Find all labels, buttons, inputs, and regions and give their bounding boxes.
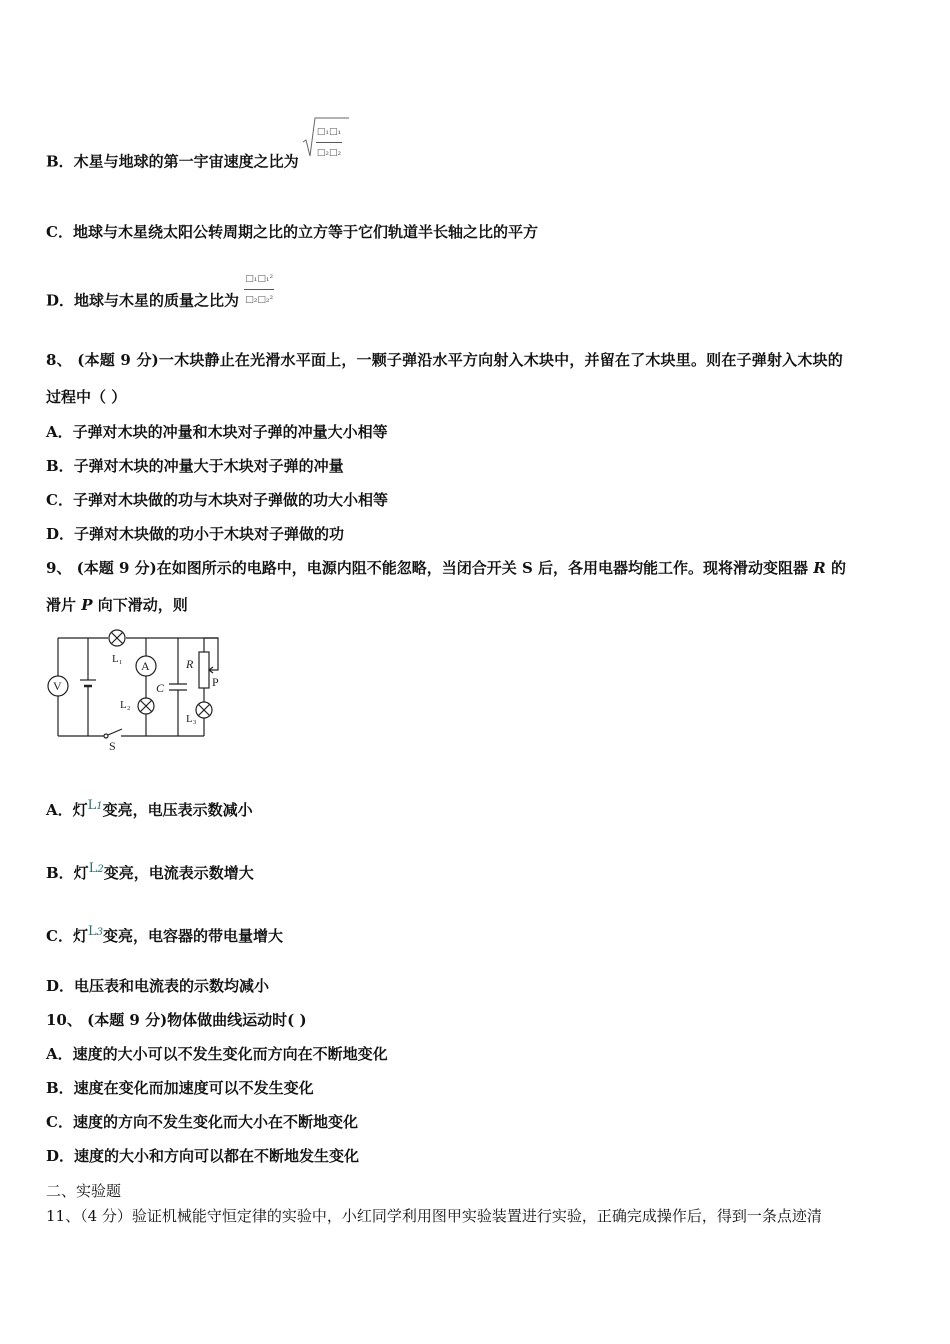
lamp-l2-symbol-sub: 2	[97, 864, 104, 875]
lamp-l2-symbol-letter: L	[88, 861, 98, 876]
ammeter-label: A	[141, 659, 150, 673]
lamp-l1-symbol-letter: L	[87, 798, 97, 813]
q7-option-d	[46, 274, 274, 322]
sqrt-fraction-denominator: □₂□₂	[316, 148, 342, 158]
q9-option-d: D．电压表和电流表的示数均减小	[46, 977, 270, 995]
q7-option-d-text: D．地球与木星的质量之比为	[46, 291, 240, 310]
q10-option-c: C．速度的方向不发生变化而大小在不断地变化	[46, 1113, 358, 1131]
q10-option-b: B．速度在变化而加速度可以不发生变化	[46, 1079, 314, 1097]
lamp-l2-symbol	[89, 861, 104, 876]
q7-option-b-text: B．木星与地球的第一宇宙速度之比为	[46, 152, 299, 171]
sqrt-icon	[302, 116, 350, 158]
lamp-l3-label: L₃	[186, 713, 197, 725]
slider-p-icon	[204, 638, 219, 689]
q7-option-b	[46, 127, 342, 185]
q7-option-c: C．地球与木星绕太阳公转周期之比的立方等于它们轨道半长轴之比的平方	[46, 223, 538, 241]
circuit-diagram	[46, 628, 236, 753]
q9-option-b-pre: B．灯	[46, 864, 89, 882]
lamp-l1-symbol-sub: 1	[96, 801, 103, 812]
section-title-experiment: 二、实验题	[46, 1182, 122, 1200]
lamp-l2-label: L₂	[120, 699, 131, 711]
q8-option-d: D．子弹对木块做的功小于木块对子弹做的功	[46, 525, 345, 543]
q9-stem-line2	[46, 595, 188, 615]
capacitor-label: C	[156, 681, 165, 695]
q9-option-a	[46, 800, 253, 823]
sqrt-expression	[304, 118, 342, 163]
q10-stem: 10、 (本题 9 分)物体做曲线运动时( )	[46, 1011, 307, 1029]
q9-stem2-var-p: P	[81, 596, 93, 614]
rheostat-icon	[185, 652, 209, 688]
lamp-l3-symbol-sub: 3	[96, 927, 103, 938]
q9-option-c	[46, 926, 283, 949]
q11-stem: 11、（4 分）验证机械能守恒定律的实验中，小红同学利用图甲实验装置进行实验，正确完成操作后，得到一条点迹清	[46, 1207, 822, 1225]
mass-ratio-fraction	[244, 269, 274, 310]
q9-option-a-post: 变亮，电压表示数减小	[102, 801, 253, 819]
q10-option-d: D．速度的大小和方向可以都在不断地发生变化	[46, 1147, 360, 1165]
lamp-l2-icon	[120, 698, 154, 714]
q9-stem-line1	[46, 558, 846, 578]
lamp-l3-icon	[186, 702, 212, 725]
slider-p-label: P	[212, 675, 219, 689]
q9-stem-text-b: 的	[825, 559, 846, 577]
q9-stem-var-r: R	[813, 559, 826, 577]
q9-stem-text-a: 9、 (本题 9 分)在如图所示的电路中，电源内阻不能忽略，当闭合开关 S 后，各用电器均能工作。现将滑动变阻器	[46, 559, 814, 577]
lamp-l3-symbol	[88, 924, 103, 939]
q8-option-a: A．子弹对木块的冲量和木块对子弹的冲量大小相等	[46, 423, 388, 441]
switch-label: S	[109, 739, 116, 753]
q9-option-b-post: 变亮，电流表示数增大	[103, 864, 254, 882]
q9-option-b	[46, 863, 254, 886]
q10-option-a: A．速度的大小可以不发生变化而方向在不断地变化	[46, 1045, 388, 1063]
q9-option-c-pre: C．灯	[46, 927, 88, 945]
voltmeter-icon	[48, 676, 68, 696]
rheostat-label: R	[186, 657, 194, 671]
q8-option-b: B．子弹对木块的冲量大于木块对子弹的冲量	[46, 457, 344, 475]
q9-stem2-text-b: 向下滑动，则	[92, 596, 188, 614]
q9-stem2-text-a: 滑片	[46, 596, 82, 614]
q9-option-c-post: 变亮，电容器的带电量增大	[102, 927, 283, 945]
battery-icon	[80, 680, 96, 686]
switch-icon	[104, 729, 122, 753]
lamp-l3-symbol-letter: L	[87, 924, 97, 939]
sqrt-fraction-numerator: □₁□₁	[316, 122, 342, 143]
mass-ratio-numerator: □₁□₁²	[244, 269, 274, 290]
capacitor-icon	[156, 681, 187, 695]
lamp-l1-label: L₁	[112, 653, 123, 665]
ammeter-icon	[136, 656, 156, 676]
lamp-l1-symbol	[88, 798, 103, 813]
q8-stem-line2: 过程中（ ）	[46, 388, 127, 406]
voltmeter-label: V	[53, 679, 62, 693]
q8-option-c: C．子弹对木块做的功与木块对子弹做的功大小相等	[46, 491, 388, 509]
mass-ratio-denominator: □₂□₂²	[245, 295, 274, 305]
lamp-l1-icon	[109, 630, 125, 665]
q9-option-a-pre: A．灯	[46, 801, 88, 819]
q8-stem-line1: 8、 (本题 9 分)一木块静止在光滑水平面上，一颗子弹沿水平方向射入木块中，并留在了木块里。则在子弹射入木块的	[46, 351, 843, 369]
